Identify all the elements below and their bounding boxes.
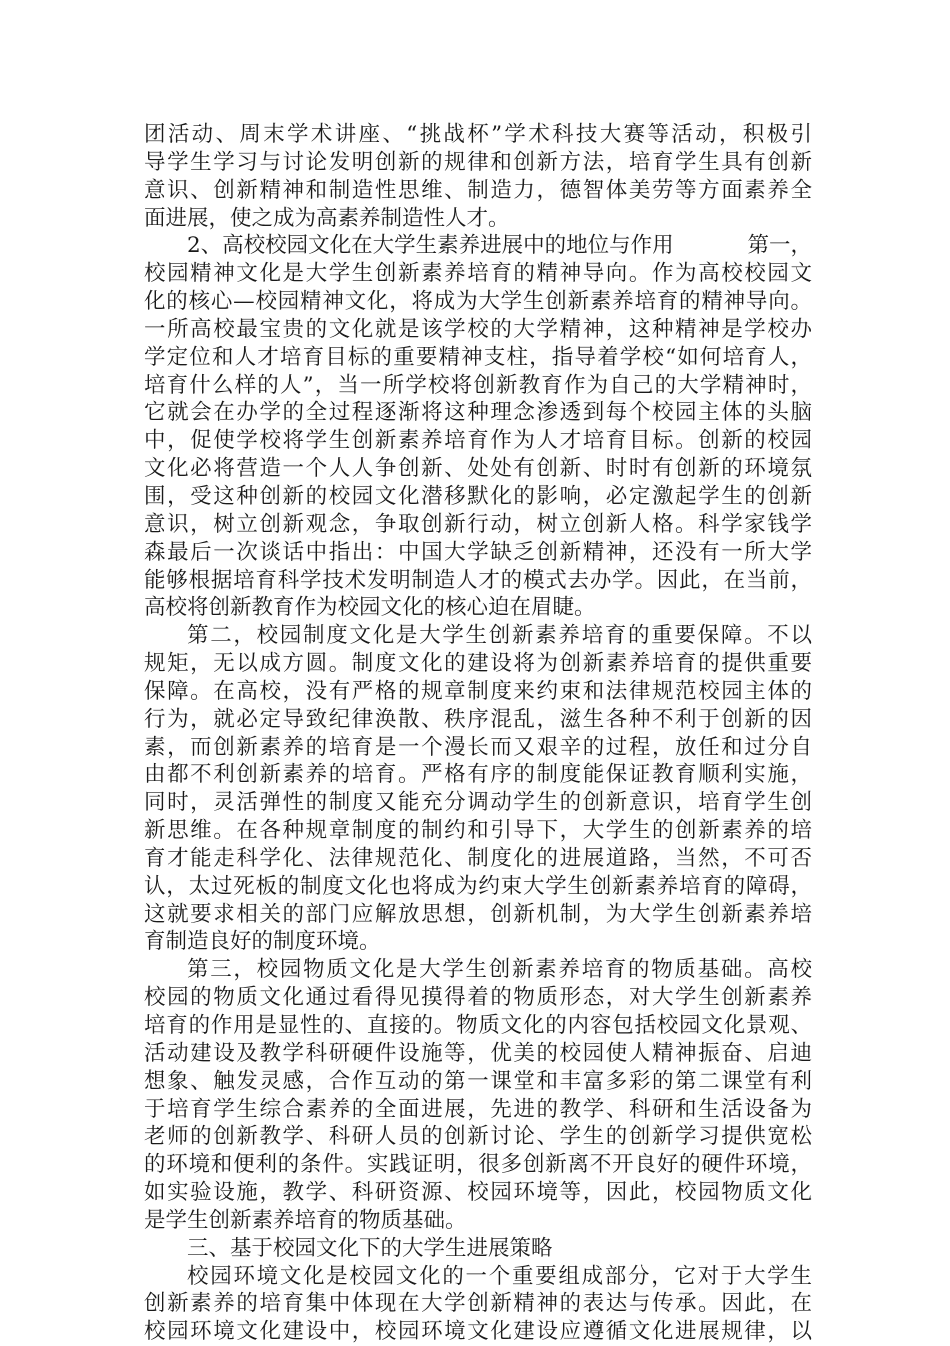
text-line: 是学生创新素养培育的物质基础。 — [144, 1207, 467, 1233]
text-line: 导学生学习与讨论发明创新的规律和创新方法，培育学生具有创新 — [144, 149, 812, 175]
text-line: 素，而创新素养的培育是一个漫长而又艰辛的过程，放任和过分自 — [144, 734, 812, 760]
text-line: 化的核心—校园精神文化，将成为大学生创新素养培育的精神导向。 — [144, 289, 812, 315]
text-line: 老师的创新教学、科研人员的创新讨论、学生的创新学习提供宽松 — [144, 1124, 812, 1150]
text-line: 育才能走科学化、法律规范化、制度化的进展道路，当然，不可否 — [144, 845, 812, 871]
text-line: 意识，树立创新观念，争取创新行动，树立创新人格。科学家钱学 — [144, 511, 812, 537]
text-line: 意识、创新精神和制造性思维、制造力，德智体美劳等方面素养全 — [144, 177, 812, 203]
text-line: 同时，灵活弹性的制度又能充分调动学生的创新意识，培育学生创 — [144, 790, 812, 816]
text-line: 新思维。在各种规章制度的制约和引导下，大学生的创新素养的培 — [144, 818, 812, 844]
section-heading: 2、高校校园文化在大学生素养进展中的地位与作用 — [187, 233, 674, 259]
text-line: 培育的作用是显性的、直接的。物质文化的内容包括校园文化景观、 — [144, 1013, 812, 1038]
text-line: 育制造良好的制度环境。 — [144, 929, 381, 955]
text-line: 规矩，无以成方圆。制度文化的建设将为创新素养培育的提供重要 — [144, 651, 812, 677]
text-line: 行为，就必定导致纪律涣散、秩序混乱，滋生各种不利于创新的因 — [144, 706, 812, 732]
section-heading: 三、基于校园文化下的大学生进展策略 — [187, 1235, 553, 1261]
text-line: 的环境和便利的条件。实践证明，很多创新离不开良好的硬件环境， — [144, 1152, 812, 1178]
text-line: 围，受这种创新的校园文化潜移默化的影响，必定激起学生的创新 — [144, 483, 812, 509]
text-line: 创新素养的培育集中体现在大学创新精神的表达与传承。因此，在 — [144, 1291, 812, 1317]
text-line: 面进展，使之成为高素养制造性人才。 — [144, 205, 510, 231]
text-line: 校园环境文化是校园文化的一个重要组成部分，它对于大学生 — [187, 1263, 812, 1289]
text-line: 第二，校园制度文化是大学生创新素养培育的重要保障。不以 — [187, 623, 812, 649]
text-line: 学定位和人才培育目标的重要精神支柱，指导着学校“如何培育人， — [144, 344, 812, 370]
text-line: 高校将创新教育作为校园文化的核心迫在眉睫。 — [144, 595, 596, 621]
text-line: 能够根据培育科学技术发明制造人才的模式去办学。因此，在当前， — [144, 567, 812, 593]
text-line: 团活动、周末学术讲座、“挑战杯”学术科技大赛等活动，积极引 — [144, 122, 812, 147]
text-line: 认，太过死板的制度文化也将成为约束大学生创新素养培育的障碍， — [144, 873, 812, 899]
text-line: 校园精神文化是大学生创新素养培育的精神导向。作为高校校园文 — [144, 261, 812, 287]
text-line: 森最后一次谈话中指出：中国大学缺乏创新精神，还没有一所大学 — [144, 539, 812, 565]
text-line: 校园的物质文化通过看得见摸得着的物质形态，对大学生创新素养 — [144, 985, 812, 1011]
text-line: 培育什么样的人”，当一所学校将创新教育作为自己的大学精神时， — [144, 372, 812, 398]
text-line: 如实验设施，教学、科研资源、校园环境等，因此，校园物质文化 — [144, 1180, 812, 1206]
text-line: 活动建设及教学科研硬件设施等，优美的校园使人精神振奋、启迪 — [144, 1040, 812, 1066]
paragraph-start: 第一， — [747, 233, 812, 259]
text-line: 想象、触发灵感，合作互动的第一课堂和丰富多彩的第二课堂有利 — [144, 1068, 812, 1094]
text-line: 保障。在高校，没有严格的规章制度来约束和法律规范校园主体的 — [144, 678, 812, 704]
text-line: 由都不利创新素养的培育。严格有序的制度能保证教育顺利实施， — [144, 762, 812, 788]
text-line: 它就会在办学的全过程逐渐将这种理念渗透到每个校园主体的头脑 — [144, 400, 812, 426]
document-body — [144, 121, 812, 1346]
text-line: 中，促使学校将学生创新素养培育作为人才培育目标。创新的校园 — [144, 428, 812, 454]
section-heading-line — [144, 232, 812, 260]
text-line: 第三，校园物质文化是大学生创新素养培育的物质基础。高校 — [187, 957, 812, 983]
text-line: 一所高校最宝贵的文化就是该学校的大学精神，这种精神是学校办 — [144, 316, 812, 342]
text-line: 于培育学生综合素养的全面进展，先进的教学、科研和生活设备为 — [144, 1096, 812, 1122]
text-line: 这就要求相关的部门应解放思想，创新机制，为大学生创新素养培 — [144, 901, 812, 927]
text-line: 校园环境文化建设中，校园环境文化建设应遵循文化进展规律，以 — [144, 1319, 812, 1345]
text-line: 文化必将营造一个人人争创新、处处有创新、时时有创新的环境氛 — [144, 456, 812, 482]
